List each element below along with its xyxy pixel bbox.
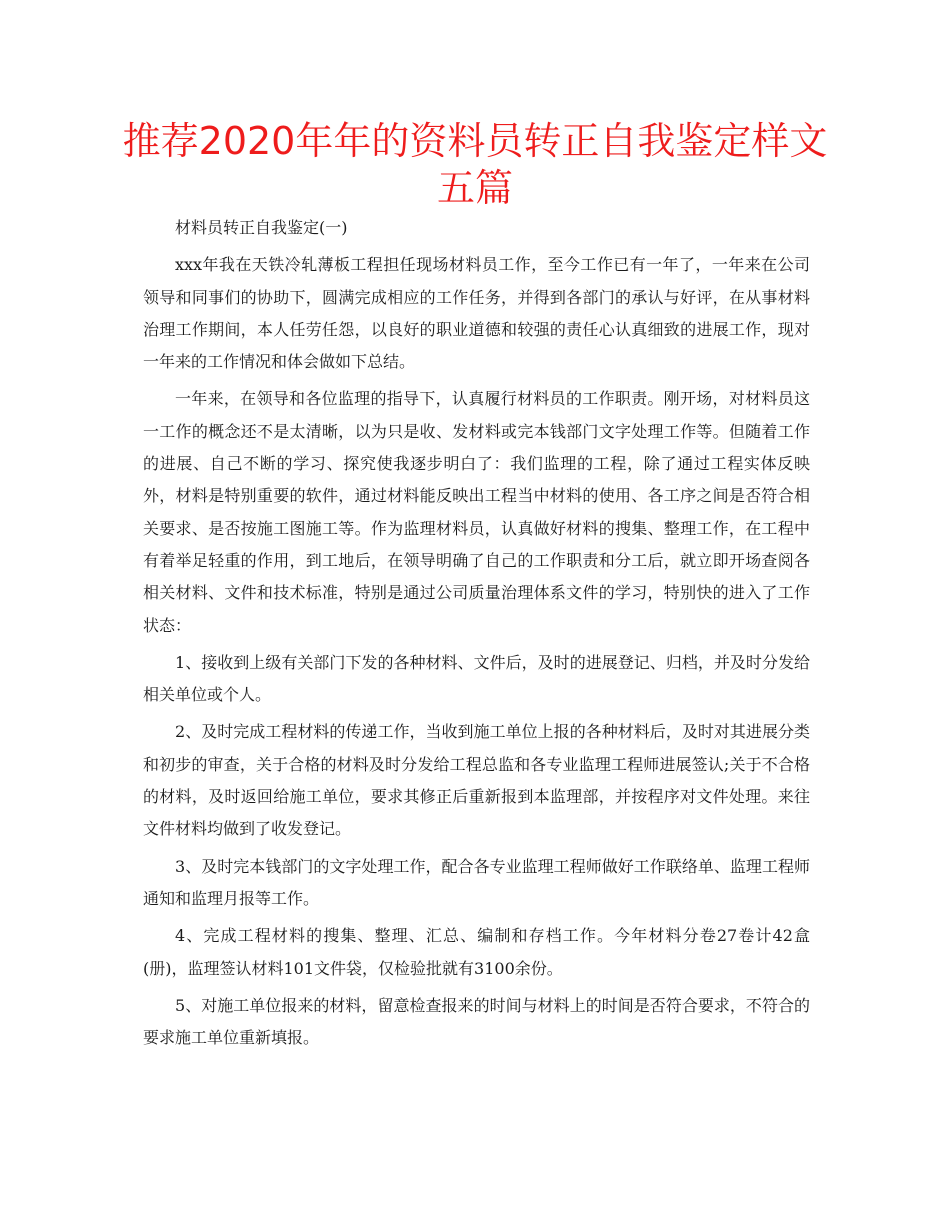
list-item: 4、完成工程材料的搜集、整理、汇总、编制和存档工作。今年材料分卷27卷计42盒(册)，监理签认材料101文件袋，仅检验批就有3100余份。	[143, 926, 810, 978]
document-title: 推荐2020年年的资料员转正自我鉴定样文五篇	[122, 119, 828, 210]
list-item: 1、接收到上级有关部门下发的各种材料、文件后，及时的进展登记、归档，并及时分发给相关单位或个人。	[143, 652, 810, 705]
paragraph: xxx年我在天铁冷轧薄板工程担任现场材料员工作，至今工作已有一年了，一年来在公司领导和同事们的协助下，圆满完成相应的工作任务，并得到各部门的承认与好评，在从事材料治理工作期间，本人任劳任怨，以良好的职业道德和较强的责任心认真细致的进展工作，现对一年来的工作情况和体会做如下总结。	[143, 255, 810, 372]
list-item: 5、对施工单位报来的材料，留意检查报来的时间与材料上的时间是否符合要求，不符合的要求施工单位重新填报。	[143, 995, 810, 1048]
paragraph: 一年来，在领导和各位监理的指导下，认真履行材料员的工作职责。刚开场，对材料员这一工作的概念还不是太清晰，以为只是收、发材料或完本钱部门文字处理工作等。但随着工作的进展、自己不断的学习、探究使我逐步明白了：我们监理的工程，除了通过工程实体反映外，材料是特别重要的软件，通过材料能反映出工程当中材料的使用、各工序之间是否符合相关要求、是否按施工图施工等。作为监理材料员，认真做好材料的搜集、整理工作，在工程中有着举足轻重的作用，到工地后，在领导明确了自己的工作职责和分工后，就立即开场查阅各相关材料、文件和技术标准，特别是通过公司质量治理体系文件的学习，特别快的进入了工作状态：	[143, 389, 810, 635]
list-item: 3、及时完本钱部门的文字处理工作，配合各专业监理工程师做好工作联络单、监理工程师通知和监理月报等工作。	[143, 856, 810, 908]
document-body	[143, 212, 810, 1054]
section-heading: 材料员转正自我鉴定(一)	[175, 218, 348, 237]
list-item: 2、及时完成工程材料的传递工作，当收到施工单位上报的各种材料后，及时对其进展分类和初步的审查，关于合格的材料及时分发给工程总监和各专业监理工程师进展签认;关于不合格的材料，及时返回给施工单位，要求其修正后重新报到本监理部，并按程序对文件处理。来往文件材料均做到了收发登记。	[143, 722, 810, 839]
